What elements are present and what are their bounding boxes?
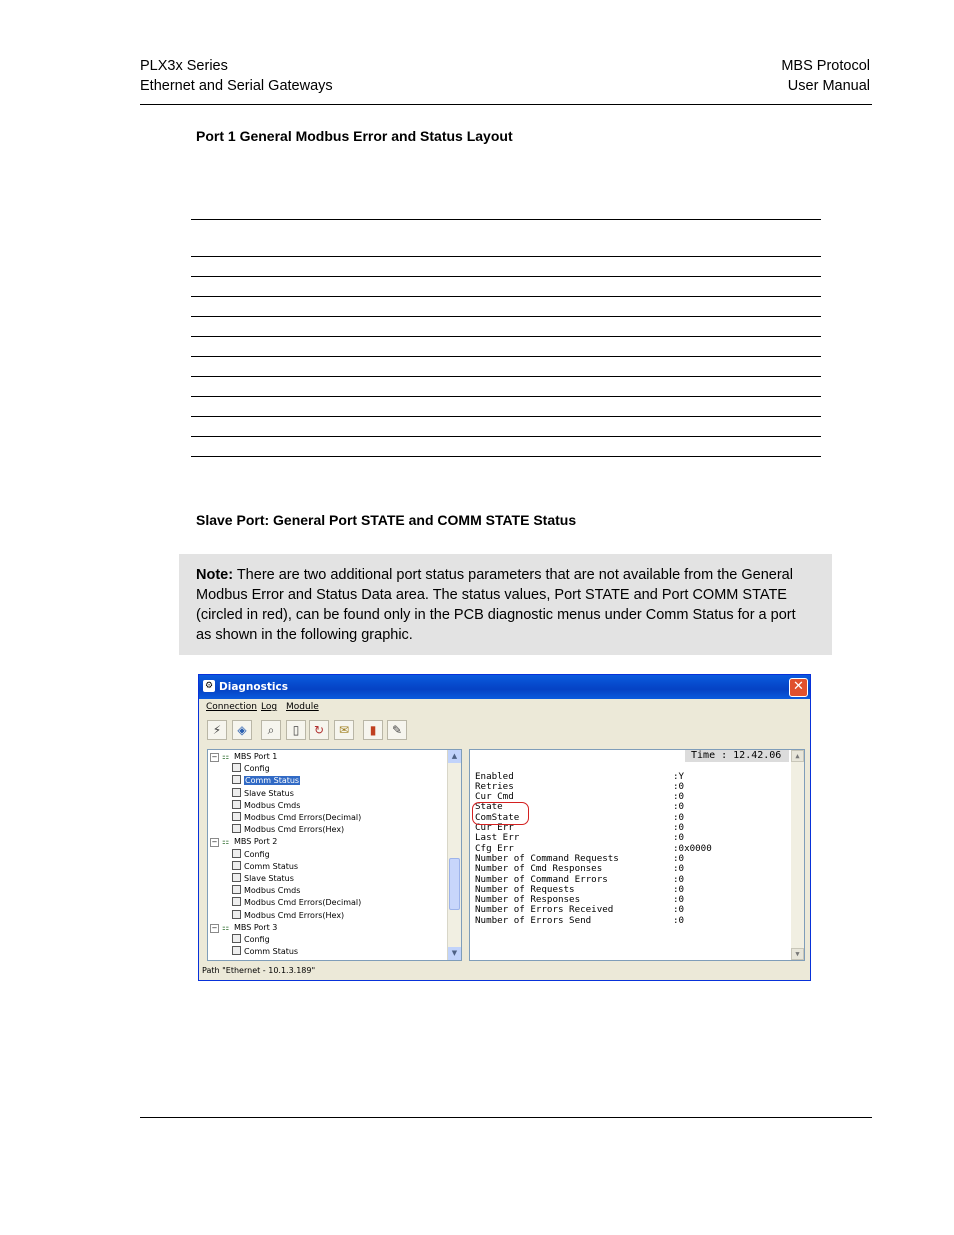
status-value: :0: [673, 883, 685, 895]
tree-item[interactable]: [232, 849, 270, 860]
page-icon: [232, 763, 241, 772]
status-name: Cur Cmd: [475, 791, 514, 803]
open-icon[interactable]: ✉: [334, 720, 354, 740]
network-port-icon: ⚏: [222, 752, 230, 761]
page-icon: [232, 873, 241, 882]
window-title: Diagnostics: [219, 681, 288, 693]
tree-item-label: Modbus Cmds: [244, 886, 301, 896]
status-name: Number of Cmd Responses: [475, 863, 603, 875]
status-name: Cfg Err: [475, 842, 514, 854]
tree-item[interactable]: [232, 946, 298, 957]
scroll-thumb[interactable]: [449, 858, 460, 910]
tree-item-label: Config: [244, 935, 270, 944]
connect-icon[interactable]: ⚡: [207, 720, 227, 740]
status-row: [475, 782, 795, 792]
status-name: Number of Responses: [475, 894, 581, 906]
table-rule: [191, 219, 821, 220]
table-rule: [191, 456, 821, 457]
page-icon: [232, 824, 241, 833]
status-value: :0: [673, 780, 685, 792]
status-row: [475, 792, 795, 802]
tree-item[interactable]: [232, 824, 344, 835]
red-highlight-circle: [472, 802, 529, 825]
status-value: :0: [673, 873, 685, 885]
page-icon: [232, 861, 241, 870]
tree-item-label: Modbus Cmd Errors(Decimal): [244, 813, 362, 822]
status-name: Cur Err: [475, 822, 514, 833]
page-icon: [232, 788, 241, 797]
page-icon: [232, 885, 241, 894]
page-icon: [232, 775, 241, 784]
status-name: State: [475, 801, 503, 813]
status-row: [475, 916, 795, 926]
tree-item-label: Slave Status: [244, 788, 294, 798]
page-icon: [232, 812, 241, 821]
table-rule: [191, 276, 821, 277]
status-panel: [469, 749, 805, 961]
tree-port-node[interactable]: [210, 836, 277, 847]
diagnostics-window: [198, 674, 811, 981]
module-tree[interactable]: [207, 749, 462, 961]
page-icon: [232, 910, 241, 919]
status-value: :0: [673, 832, 685, 844]
menu-log[interactable]: Log: [261, 702, 278, 712]
page-icon: [232, 946, 241, 955]
tree-item-label: MBS Port 2: [234, 837, 278, 847]
status-name: Number of Errors Received: [475, 904, 614, 916]
section-title-port1-layout: Port 1 General Modbus Error and Status Layout: [196, 128, 513, 144]
tree-item[interactable]: [232, 812, 361, 823]
note-body: There are two additional port status parameters that are not available from the General Modbus Error and Status Data area. The status values, Port STATE and Port COMM STATE (circled in red), can be found only in the PCB diagnostic menus under Comm Status for a port as shown in the following graphic.: [196, 567, 796, 643]
status-value: :0x0000: [673, 842, 712, 854]
network-port-icon: ⚏: [222, 837, 230, 847]
pin-icon[interactable]: ✎: [387, 720, 407, 740]
menu-module[interactable]: Module: [286, 702, 319, 712]
tree-item[interactable]: [232, 763, 270, 774]
status-name: Last Err: [475, 832, 520, 844]
scroll-down-arrow-icon[interactable]: ▼: [448, 947, 461, 960]
scroll-up-arrow-icon[interactable]: ▲: [791, 750, 804, 762]
status-name: Enabled: [475, 770, 514, 782]
status-row: [475, 833, 795, 843]
table-rule: [191, 376, 821, 377]
refresh-icon[interactable]: ↻: [309, 720, 329, 740]
scroll-up-arrow-icon[interactable]: ▲: [448, 750, 461, 763]
note-text: [196, 565, 806, 645]
status-value: :0: [673, 852, 685, 864]
tree-item[interactable]: [232, 897, 361, 908]
tree-item-label: Modbus Cmd Errors(Hex): [244, 825, 345, 835]
tree-item[interactable]: [232, 934, 270, 945]
tree-item-label: Comm Status: [245, 776, 300, 786]
status-value: :0: [673, 791, 685, 803]
note-label: Note:: [196, 567, 234, 583]
tree-item-label: MBS Port 1: [234, 752, 278, 761]
status-value: :Y: [673, 770, 685, 782]
tree-item-label: Config: [244, 764, 270, 774]
page-icon: [232, 897, 241, 906]
tree-item-label: Modbus Cmd Errors(Decimal): [244, 898, 362, 908]
time-readout: Time : 12.42.06: [685, 750, 789, 762]
page-icon: [232, 934, 241, 943]
menu-bar: [199, 699, 810, 715]
table-rule: [191, 396, 821, 397]
tree-item[interactable]: [232, 788, 294, 799]
disconnect-icon[interactable]: ◈: [232, 720, 252, 740]
title-bar[interactable]: [199, 675, 810, 699]
table-rule: [191, 436, 821, 437]
section-title-slave-port: Slave Port: General Port STATE and COMM STATE Status: [196, 512, 577, 528]
table-rule: [191, 356, 821, 357]
tree-item[interactable]: [232, 873, 294, 884]
series-name: PLX3x Series: [140, 58, 228, 74]
chart-icon[interactable]: ▮: [363, 720, 383, 740]
header-divider: [140, 104, 872, 105]
tree-port-node[interactable]: [210, 751, 277, 762]
tree-item[interactable]: [232, 910, 344, 921]
tree-item[interactable]: [232, 861, 298, 872]
status-name: ComState: [475, 811, 520, 823]
tree-item-label: Slave Status: [244, 874, 294, 883]
protocol-name: MBS Protocol: [781, 58, 870, 74]
status-value: :0: [673, 904, 685, 916]
table-rule: [191, 296, 821, 297]
footer-divider: [140, 1117, 872, 1118]
tree-scrollbar[interactable]: [447, 750, 461, 960]
status-value: :0: [673, 801, 685, 813]
toolbar: [199, 717, 810, 745]
tree-item[interactable]: [232, 885, 300, 896]
status-value: :0: [673, 811, 685, 823]
note-box: [179, 554, 832, 655]
status-name: Number of Requests: [475, 883, 575, 895]
status-bar-path: Path "Ethernet - 10.1.3.189": [202, 966, 316, 975]
tree-item-label: Comm Status: [244, 861, 299, 871]
tree-item-label: Comm Status: [244, 947, 299, 957]
menu-connection[interactable]: Connection: [206, 702, 257, 712]
tree-item[interactable]: [232, 775, 300, 786]
document-type: User Manual: [787, 77, 870, 94]
tree-item-label: MBS Port 3: [234, 922, 278, 932]
tree-item[interactable]: [232, 800, 300, 811]
page-icon: [232, 800, 241, 809]
table-rule: [191, 316, 821, 317]
status-row: [475, 772, 795, 782]
status-value: :0: [673, 822, 685, 833]
page-icon: [232, 849, 241, 858]
status-value: :0: [673, 894, 685, 906]
collapse-toggle-icon[interactable]: −: [211, 753, 218, 761]
scroll-down-arrow-icon[interactable]: ▼: [791, 948, 804, 960]
new-page-icon[interactable]: ▯: [286, 720, 306, 740]
app-icon: ⚙: [204, 681, 214, 691]
network-port-icon: ⚏: [222, 922, 230, 932]
tree-port-node[interactable]: [210, 922, 277, 933]
status-name: Retries: [475, 780, 514, 792]
status-value: :0: [673, 914, 685, 926]
product-line: Ethernet and Serial Gateways: [140, 77, 333, 94]
table-rule: [191, 416, 821, 417]
collapse-toggle-icon[interactable]: −: [211, 923, 218, 932]
table-rule: [191, 256, 821, 257]
table-rule: [191, 336, 821, 337]
header-right: [781, 57, 870, 96]
collapse-toggle-icon[interactable]: −: [211, 838, 218, 847]
search-icon[interactable]: ⌕: [261, 720, 281, 740]
tree-item-label: Modbus Cmds: [244, 800, 301, 810]
header-left: [140, 57, 333, 96]
status-value: :0: [673, 863, 685, 875]
tree-item-label: Config: [244, 849, 270, 859]
tree-item-label: Modbus Cmd Errors(Hex): [244, 910, 345, 920]
close-button[interactable]: ✕: [789, 678, 808, 697]
status-name: Number of Command Errors: [475, 873, 608, 885]
status-name: Number of Errors Send: [475, 914, 592, 926]
status-name: Number of Command Requests: [475, 852, 619, 864]
